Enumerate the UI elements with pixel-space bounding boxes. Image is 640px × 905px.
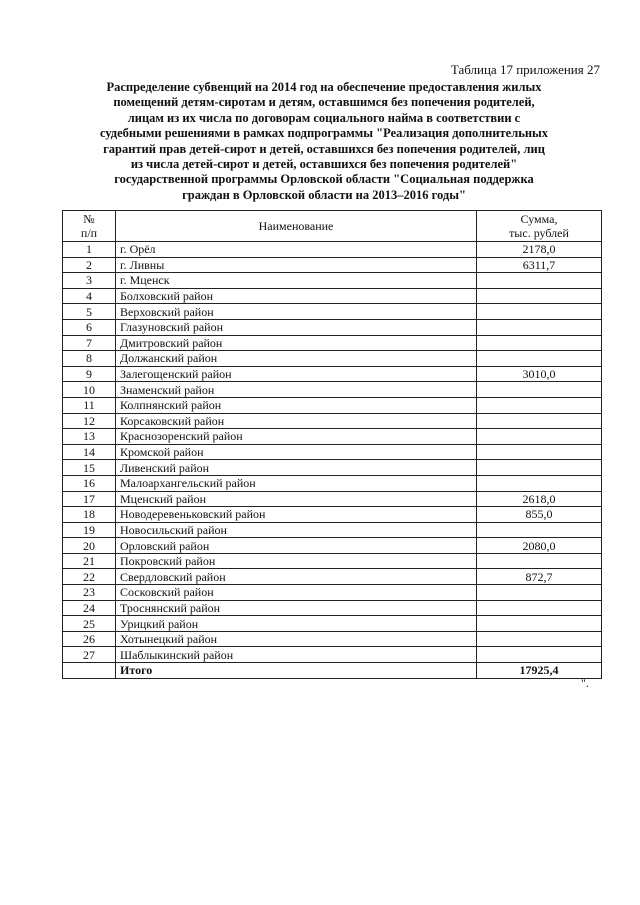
row-sum [477, 382, 602, 398]
table-row [63, 522, 602, 538]
total-number [63, 663, 116, 679]
table-row [63, 273, 602, 289]
row-number: 14 [63, 444, 116, 460]
table-row [63, 351, 602, 367]
row-sum: 3010,0 [477, 366, 602, 382]
row-number: 7 [63, 335, 116, 351]
table-row [63, 335, 602, 351]
row-number: 19 [63, 522, 116, 538]
header-number-line2: п/п [80, 226, 98, 240]
row-name: Шаблыкинский район [116, 647, 477, 663]
row-name: Свердловский район [116, 569, 477, 585]
row-sum: 2080,0 [477, 538, 602, 554]
row-number: 18 [63, 507, 116, 523]
table-row [63, 304, 602, 320]
total-label: Итого [116, 663, 477, 679]
header-number-line1: № [83, 212, 95, 226]
row-name: Корсаковский район [116, 413, 477, 429]
row-number: 25 [63, 616, 116, 632]
row-number: 27 [63, 647, 116, 663]
table-row [63, 413, 602, 429]
row-name: Болховский район [116, 288, 477, 304]
row-number: 21 [63, 553, 116, 569]
table-row [63, 507, 602, 523]
row-sum [477, 616, 602, 632]
row-number: 22 [63, 569, 116, 585]
row-sum [477, 304, 602, 320]
row-sum [477, 631, 602, 647]
row-name: Орловский район [116, 538, 477, 554]
row-sum: 2618,0 [477, 491, 602, 507]
row-number: 24 [63, 600, 116, 616]
table-row [63, 288, 602, 304]
row-name: Мценский район [116, 491, 477, 507]
row-number: 8 [63, 351, 116, 367]
table-row [63, 242, 602, 258]
table-row [63, 553, 602, 569]
row-sum [477, 429, 602, 445]
row-sum [477, 397, 602, 413]
header-sum [477, 211, 602, 242]
row-sum [477, 413, 602, 429]
row-name: Сосковский район [116, 585, 477, 601]
row-number: 2 [63, 257, 116, 273]
row-name: Колпнянский район [116, 397, 477, 413]
row-name: г. Ливны [116, 257, 477, 273]
header-sum-line2: тыс. рублей [509, 226, 569, 240]
title-line: лицам из их числа по договорам социального найма в соответствии с [127, 110, 521, 125]
row-number: 9 [63, 366, 116, 382]
title-line: государственной программы Орловской области "Социальная поддержка [114, 172, 534, 187]
table-row [63, 319, 602, 335]
table-header-row [63, 211, 602, 242]
row-sum [477, 273, 602, 289]
header-name: Наименование [116, 211, 477, 242]
row-number: 16 [63, 475, 116, 491]
row-name: Покровский район [116, 553, 477, 569]
row-name: Хотынецкий район [116, 631, 477, 647]
row-number: 11 [63, 397, 116, 413]
table-row [63, 460, 602, 476]
total-row [63, 663, 602, 679]
row-number: 3 [63, 273, 116, 289]
closing-quote: ". [581, 676, 589, 690]
table-row [63, 475, 602, 491]
row-name: Глазуновский район [116, 319, 477, 335]
row-sum: 6311,7 [477, 257, 602, 273]
row-number: 23 [63, 585, 116, 601]
table-row [63, 616, 602, 632]
row-sum [477, 522, 602, 538]
table-row [63, 444, 602, 460]
row-name: Знаменский район [116, 382, 477, 398]
row-sum [477, 288, 602, 304]
row-sum [477, 475, 602, 491]
table-row [63, 647, 602, 663]
row-number: 15 [63, 460, 116, 476]
row-sum: 872,7 [477, 569, 602, 585]
table-row [63, 569, 602, 585]
row-name: Краснозоренский район [116, 429, 477, 445]
title-line: гарантий прав детей-сирот и детей, оставшихся без попечения родителей, лиц [103, 141, 545, 156]
row-sum [477, 553, 602, 569]
table-row [63, 429, 602, 445]
row-number: 12 [63, 413, 116, 429]
row-number: 20 [63, 538, 116, 554]
table-row [63, 366, 602, 382]
row-sum [477, 335, 602, 351]
title-line: помещений детям-сиротам и детям, оставшимся без попечения родителей, [113, 95, 535, 110]
title-line: Распределение субвенций на 2014 год на обеспечение предоставления жилых [106, 80, 542, 94]
header-sum-line1: Сумма, [520, 212, 558, 226]
row-number: 4 [63, 288, 116, 304]
table-caption: Таблица 17 приложения 27 [450, 62, 600, 77]
row-name: Верховский район [116, 304, 477, 320]
row-sum [477, 600, 602, 616]
title-line: судебными решениями в рамках подпрограммы "Реализация дополнительных [99, 126, 549, 141]
row-name: Малоархангельский район [116, 475, 477, 491]
table-row [63, 538, 602, 554]
row-name: Дмитровский район [116, 335, 477, 351]
row-number: 1 [63, 242, 116, 258]
table-row [63, 491, 602, 507]
row-sum [477, 460, 602, 476]
table-row [63, 600, 602, 616]
row-number: 6 [63, 319, 116, 335]
row-sum [477, 444, 602, 460]
row-name: Залегощенский район [116, 366, 477, 382]
row-sum [477, 319, 602, 335]
total-sum: 17925,4 [477, 663, 602, 679]
row-sum [477, 351, 602, 367]
row-number: 26 [63, 631, 116, 647]
row-name: Ливенский район [116, 460, 477, 476]
table-row [63, 397, 602, 413]
row-name: Новосильский район [116, 522, 477, 538]
row-name: г. Мценск [116, 273, 477, 289]
row-number: 10 [63, 382, 116, 398]
table-row [63, 382, 602, 398]
row-name: г. Орёл [116, 242, 477, 258]
row-number: 5 [63, 304, 116, 320]
row-sum: 2178,0 [477, 242, 602, 258]
row-sum [477, 585, 602, 601]
table-row [63, 257, 602, 273]
header-number [63, 211, 116, 242]
table-row [63, 585, 602, 601]
row-name: Кромской район [116, 444, 477, 460]
row-name: Должанский район [116, 351, 477, 367]
document-title [60, 80, 588, 203]
row-name: Новодеревеньковский район [116, 507, 477, 523]
row-sum: 855,0 [477, 507, 602, 523]
table-row [63, 631, 602, 647]
row-sum [477, 647, 602, 663]
row-name: Троснянский район [116, 600, 477, 616]
row-name: Урицкий район [116, 616, 477, 632]
subsidy-table [62, 210, 602, 679]
row-number: 17 [63, 491, 116, 507]
title-line: из числа детей-сирот и детей, оставшихся без попечения родителей" [130, 157, 518, 172]
row-number: 13 [63, 429, 116, 445]
title-line: граждан в Орловской области на 2013–2016 годы" [182, 187, 466, 202]
